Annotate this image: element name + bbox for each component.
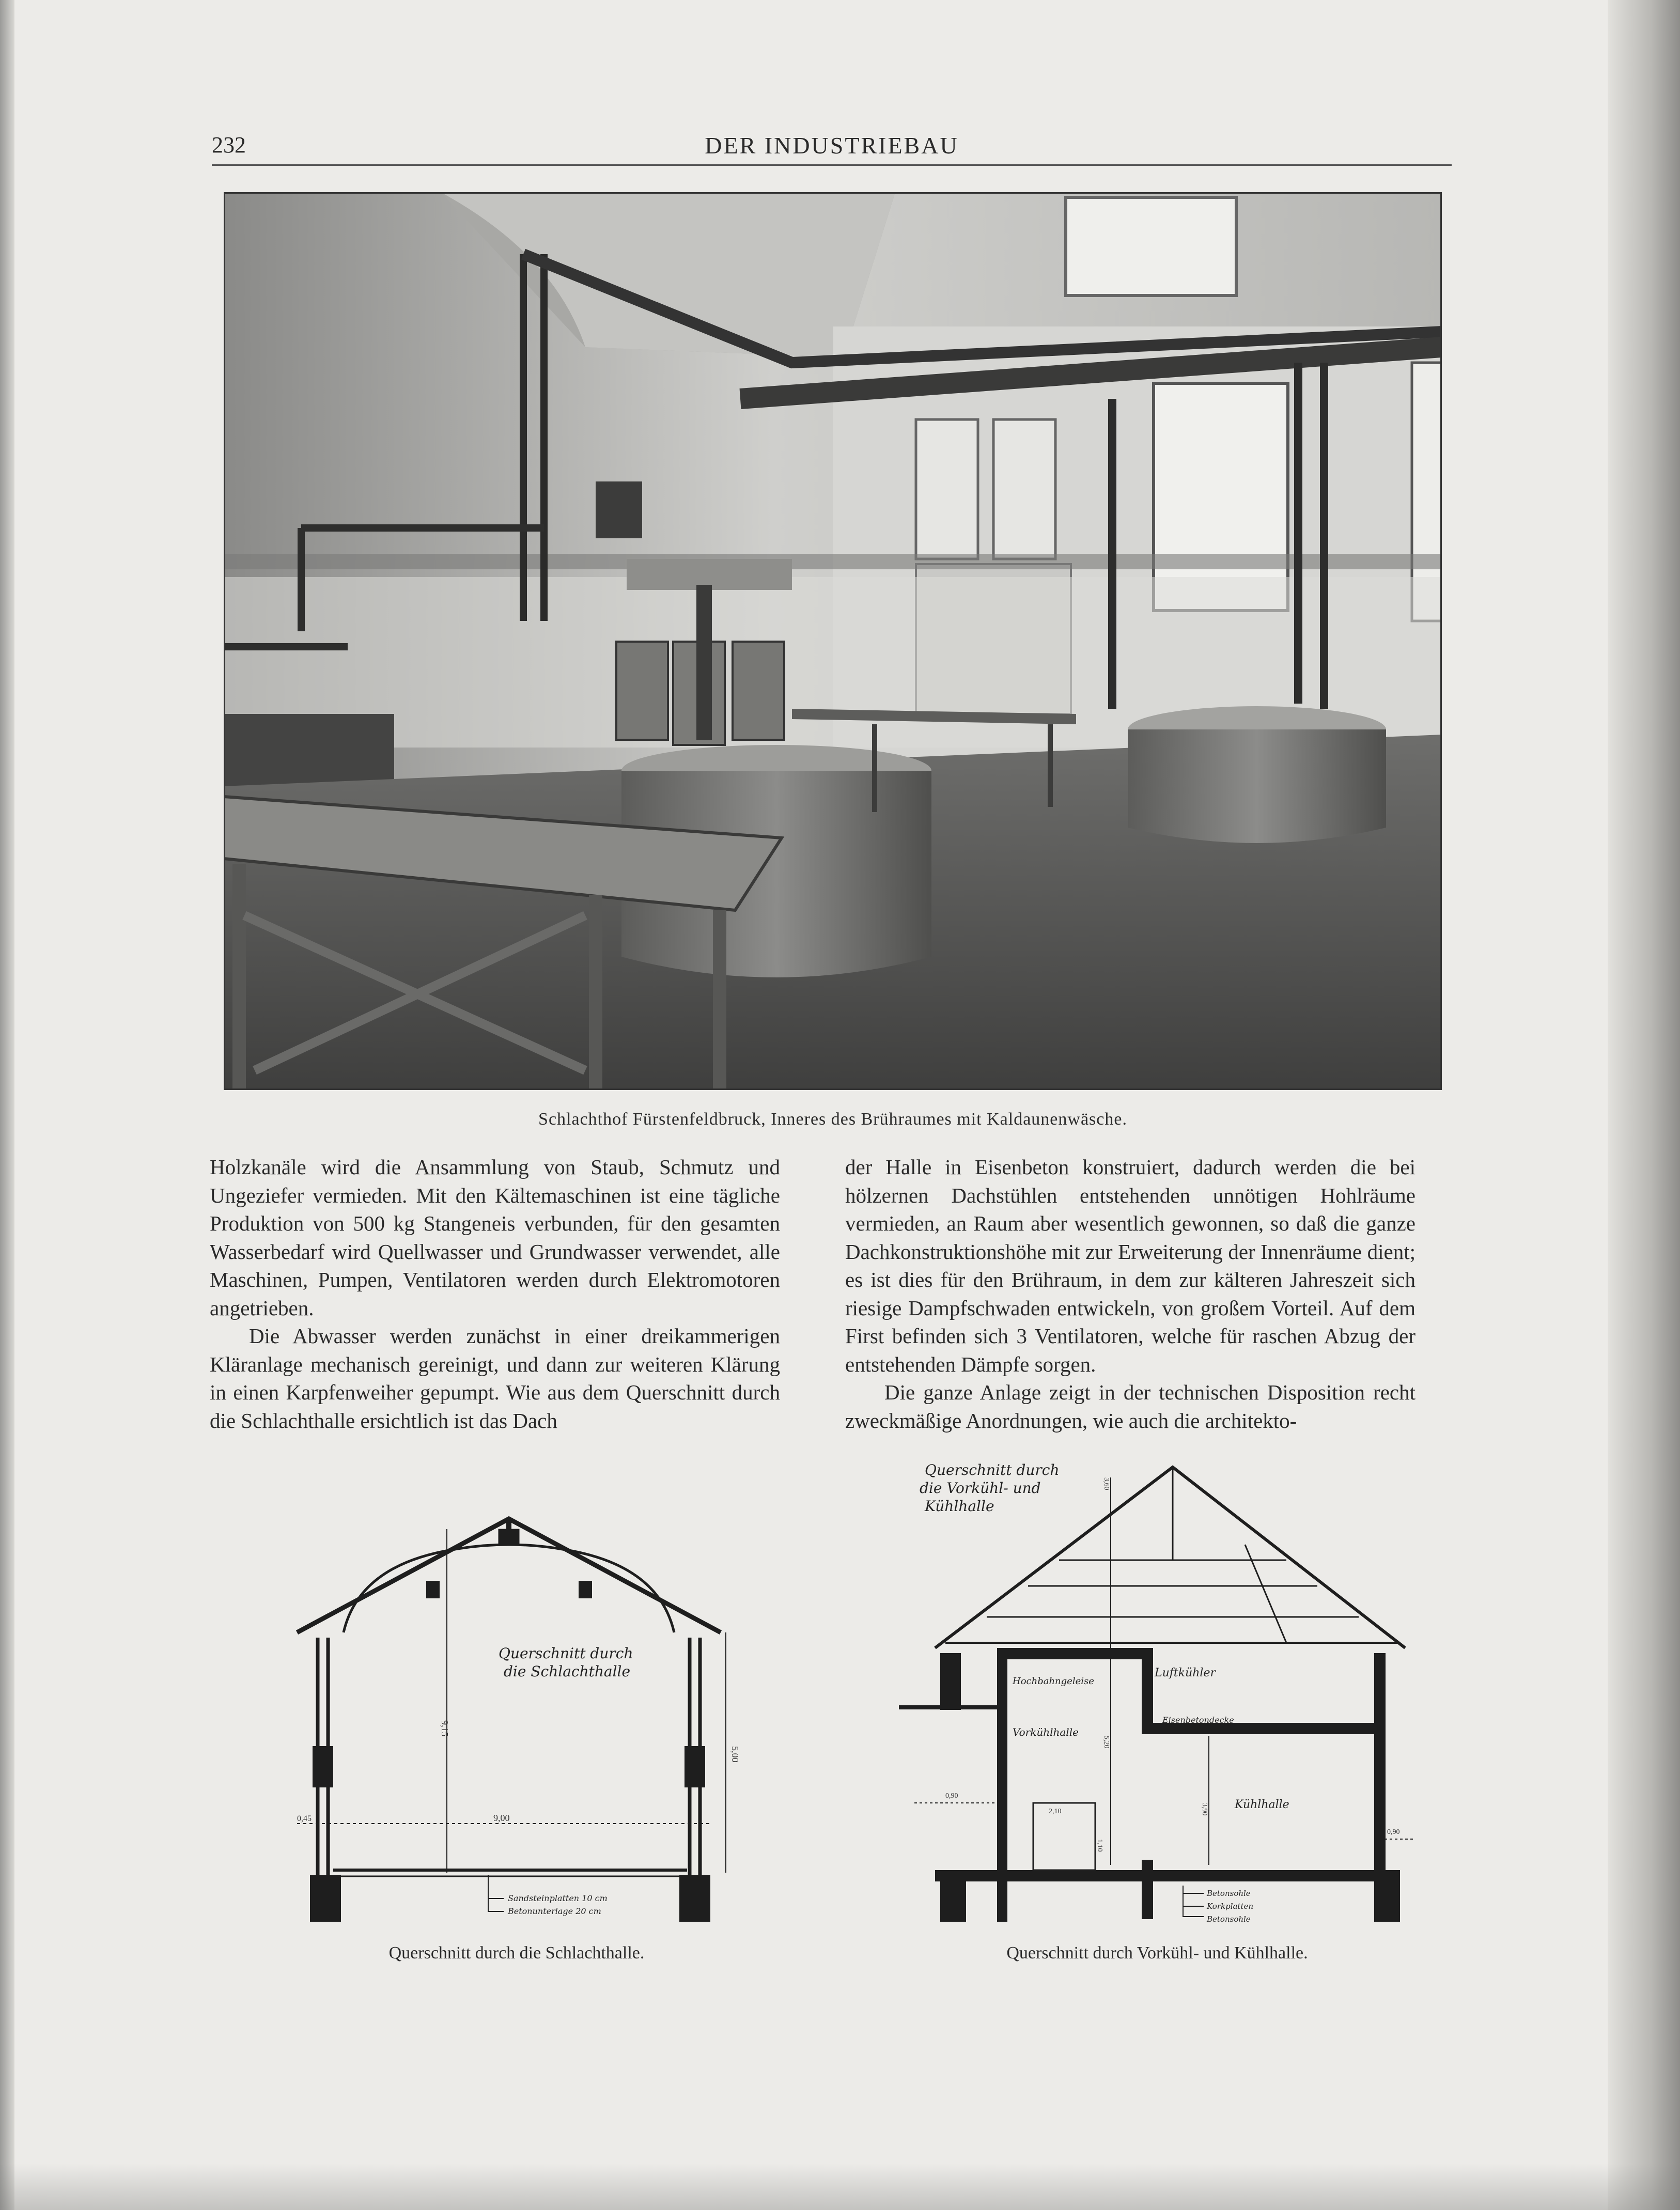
drawing-right-title-3: Kühlhalle: [925, 1498, 994, 1515]
drawing-right-note-2: Korkplatten: [1207, 1902, 1254, 1911]
drawing-left-note-2: Betonunterlage 20 cm: [508, 1906, 601, 1916]
drawing-right-label-hochbahn: Hochbahngeleise: [1013, 1676, 1094, 1687]
text-column-right: [845, 1153, 1415, 1435]
drawing-left-dim-width: 9,00: [493, 1813, 510, 1823]
drawing-left-note-1: Sandsteinplatten 10 cm: [508, 1893, 608, 1903]
drawing-right-label-kuehlhalle: Kühlhalle: [1235, 1798, 1289, 1811]
photo-caption: Schlachthof Fürstenfeldbruck, Inneres des Brühraumes mit Kaldaunenwäsche.: [538, 1110, 1127, 1129]
drawing-right-dim-mid: 5,20: [1102, 1736, 1110, 1749]
left-paragraph-2: Die Abwasser werden zunächst in einer dreikammerigen Kläranlage mechanisch gereinigt, und dann zur weiteren Klärung in einen Karpfenweiher gepumpt. Wie aus dem Querschnitt durch die Schlachthalle ersichtlich ist das Dach: [210, 1324, 780, 1433]
drawing-left-dim-side: 0,45: [297, 1814, 312, 1823]
drawing-right-dim-kh: 3,90: [1201, 1803, 1208, 1816]
interior-photograph: [224, 192, 1442, 1090]
drawing-right-dim-top: 3,60: [1102, 1477, 1110, 1490]
caption-drawing-left: Querschnitt durch die Schlachthalle.: [388, 1943, 645, 1963]
drawing-right-label-luftkuehler: Luftkühler: [1155, 1667, 1216, 1679]
drawing-right-title-2: die Vorkühl- und: [920, 1480, 1041, 1497]
page-header: [212, 132, 1452, 163]
page-number: 232: [212, 132, 246, 158]
drawing-left-title-2: die Schlachthalle: [504, 1663, 631, 1680]
left-paragraph-1: Holzkanäle wird die Ansammlung von Staub, Schmutz und Ungeziefer vermieden. Mit den Kältemaschinen ist eine tägliche Produktion von 500 kg Stangeneis verbunden, für den gesamten Wasserbedarf wird Quellwasser und Grundwasser verwendet, alle Maschinen, Pumpen, Ventilatoren werden durch Elektromotoren angetrieben.: [210, 1155, 780, 1320]
drawing-right-dim-door: 2,10: [1049, 1808, 1062, 1815]
drawing-left-title-1: Querschnitt durch: [499, 1645, 633, 1662]
drawing-right-label-eisenbeton: Eisenbetondecke: [1162, 1715, 1234, 1725]
drawing-right-label-vorkuehlhalle: Vorkühlhalle: [1013, 1726, 1079, 1738]
caption-drawing-right: Querschnitt durch Vorkühl- und Kühlhalle.: [1006, 1943, 1308, 1963]
drawing-right-dim-small: 1,10: [1096, 1839, 1103, 1852]
scan-edge-left: [0, 0, 14, 2210]
scan-edge-bottom: [0, 2164, 1680, 2210]
scan-edge-right: [1608, 0, 1680, 2210]
right-paragraph-2: Die ganze Anlage zeigt in der technischen Disposition recht zweckmäßige Anordnungen, wie auch die architekto-: [845, 1380, 1415, 1433]
right-paragraph-1: der Halle in Eisenbeton konstruiert, dadurch werden die bei hölzernen Dachstühlen entstehenden unnötigen Hohlräume vermieden, an Raum aber wesentlich gewonnen, so daß die ganze Dachkonstruktionshöhe mit zur Erweiterung der Innenräume dient; es ist dies für den Brühraum, in dem zur kälteren Jahreszeit sich riesige Dampfschwaden entwickeln, von großem Vorteil. Auf dem First befinden sich 3 Ventilatoren, welche für raschen Abzug der entstehenden Dämpfe sorgen.: [845, 1155, 1415, 1376]
section-drawing-slaughter-hall: [287, 1477, 741, 1932]
drawing-left-dim-wall: 5,00: [730, 1746, 740, 1763]
drawing-left-dim-height: 9,15: [440, 1720, 450, 1737]
text-column-left: [210, 1153, 780, 1435]
drawing-right-dim-left: 0,90: [945, 1792, 958, 1800]
journal-title: DER INDUSTRIEBAU: [705, 132, 959, 159]
drawing-right-note-1: Betonsohle: [1207, 1889, 1251, 1898]
drawing-right-title-1: Querschnitt durch: [925, 1461, 1060, 1478]
header-rule: [212, 164, 1452, 166]
drawing-right-dim-right: 0,90: [1387, 1828, 1400, 1836]
section-drawing-cooling-hall: [894, 1446, 1421, 1932]
drawing-right-note-3: Betonsohle: [1207, 1915, 1251, 1924]
